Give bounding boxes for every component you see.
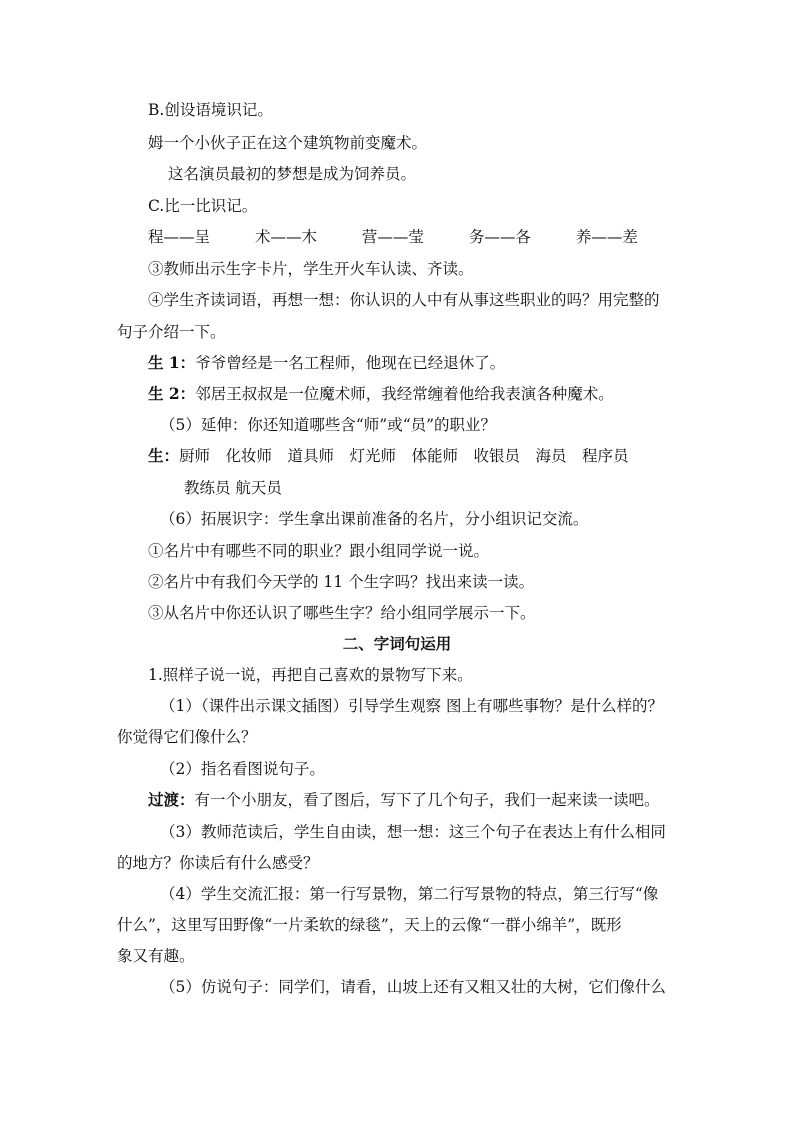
- dialogue-line: [148, 384, 614, 404]
- text-line: （2）指名看图说句子。: [160, 760, 325, 778]
- text-line: （5）仿说句子：同学们，请看，山坡上还有又粗又壮的大树，它们像什么: [160, 978, 666, 996]
- character-pair: 营——莹: [361, 228, 424, 246]
- dialogue-line: [148, 353, 505, 373]
- text-line: ③从名片中你还认识了哪些生字？给小组同学展示一下。: [148, 604, 536, 622]
- dialogue-line: [148, 790, 660, 810]
- dialogue-line: [148, 446, 629, 466]
- speaker-label: 生 2：: [148, 384, 196, 403]
- text-line: （1）（课件出示课文插图）引导学生观察 图上有哪些事物？是什么样的？: [160, 697, 664, 715]
- text-line: 教练员 航天员: [184, 479, 282, 497]
- text-line: ④学生齐读词语，再想一想：你认识的人中有从事这些职业的吗？用完整的: [148, 291, 660, 309]
- text-line: （4）学生交流汇报：第一行写景物，第二行写景物的特点，第三行写“像: [160, 885, 659, 903]
- speaker-label: 生 1：: [148, 353, 196, 372]
- speaker-label: 生：: [148, 446, 180, 465]
- text-line: 象又有趣。: [117, 947, 195, 965]
- section-heading: 二、字词句运用: [342, 634, 452, 653]
- text-line: 1.照样子说一说，再把自己喜欢的景物写下来。: [148, 666, 473, 684]
- text-line: 这名演员最初的梦想是成为饲养员。: [168, 165, 417, 183]
- text-line: ①名片中有哪些不同的职业？跟小组同学说一说。: [148, 542, 490, 560]
- dialogue-text: 有一个小朋友，看了图后，写下了几个句子，我们一起来读一读吧。: [194, 791, 660, 809]
- text-line: （3）教师范读后，学生自由读，想一想：这三个句子在表达上有什么相同: [160, 823, 666, 841]
- character-pair: 术——木: [254, 228, 317, 246]
- character-pair: 务——各: [468, 228, 531, 246]
- text-line: B.创设语境识记。: [148, 101, 273, 119]
- text-line: 什么”，这里写田野像“一片柔软的绿毯”，天上的云像“一群小绵羊”，既形: [117, 916, 622, 934]
- dialogue-text: 厨师 化妆师 道具师 灯光师 体能师 收银员 海员 程序员: [179, 447, 629, 465]
- character-comparison-row: [148, 227, 678, 247]
- text-line: （6）拓展识字：学生拿出课前准备的名片，分小组识记交流。: [160, 510, 589, 528]
- text-line: （5）延伸：你还知道哪些含“师”或“员”的职业？: [160, 416, 497, 434]
- character-pair: 程——呈: [148, 228, 211, 246]
- dialogue-text: 邻居王叔叔是一位魔术师，我经常缠着他给我表演各种魔术。: [195, 385, 614, 403]
- dialogue-text: 爷爷曾经是一名工程师，他现在已经退休了。: [195, 354, 506, 372]
- text-line: ③教师出示生字卡片，学生开火车认读、齐读。: [148, 260, 474, 278]
- text-line: ②名片中有我们今天学的 11 个生字吗？找出来读一读。: [148, 573, 535, 591]
- speaker-label: 过渡：: [148, 790, 195, 809]
- character-pair: 养——差: [575, 228, 638, 246]
- text-line: 句子介绍一下。: [117, 323, 226, 341]
- text-line: 的地方？你读后有什么感受？: [117, 854, 319, 872]
- text-line: C.比一比识记。: [148, 197, 258, 215]
- text-line: 你觉得它们像什么？: [117, 728, 257, 746]
- text-line: 姆一个小伙子正在这个建筑物前变魔术。: [148, 134, 428, 152]
